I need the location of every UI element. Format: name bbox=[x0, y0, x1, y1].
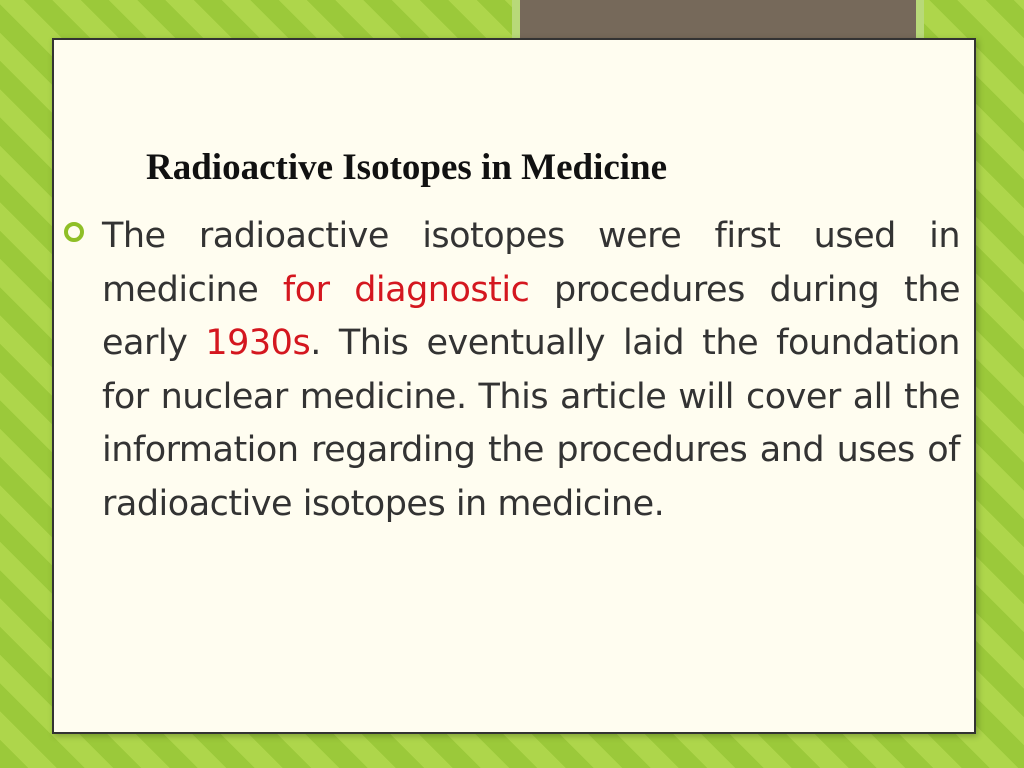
paragraph-text-2: procedures during the early bbox=[102, 269, 960, 363]
highlight-1930s: 1930s bbox=[205, 323, 311, 363]
circle-bullet-icon bbox=[63, 212, 87, 252]
paragraph-text-1: The radioactive isotopes were first used in medicine bbox=[102, 216, 960, 310]
slide-title: Radioactive Isotopes in Medicine bbox=[146, 147, 668, 188]
bullet-paragraph bbox=[102, 210, 960, 531]
highlight-for-diagnostic: for diagnostic bbox=[282, 269, 530, 310]
paragraph-text-3: . This eventually laid the foundation for nuclear medicine. This article will cover all the information regarding the procedures and uses of radioactive isotopes in medicine. bbox=[102, 323, 960, 524]
